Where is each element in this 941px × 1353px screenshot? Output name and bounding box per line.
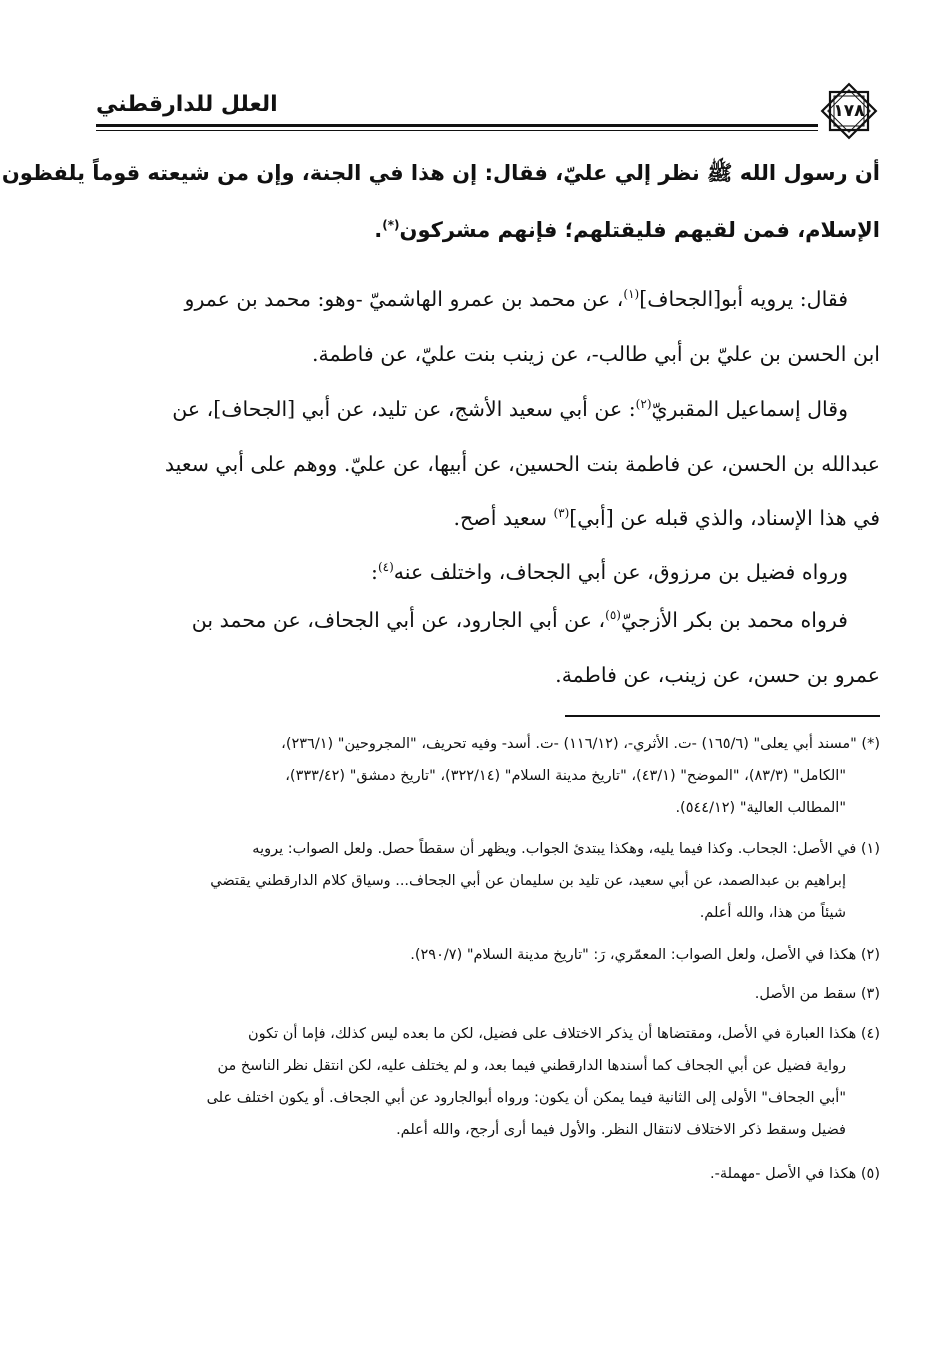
header-rule [96,124,818,127]
text-run: ، عن أبي الجارود، عن أبي الجحاف، عن محمد بن [191,608,606,632]
text-run: ورواه فضيل بن مرزوق، عن أبي الجحاف، واختلف عنه [393,560,848,584]
footnote-1-line-1: (١) في الأصل: الجحاب. وكذا فيما يليه، وهكذا يبتدئ الجواب. ويظهر أن سقطاً حصل. ولعل الصواب: يرويه [252,841,880,857]
page-header [86,78,886,142]
paragraph-1-line-1 [100,287,880,311]
footnote-ref-4: (٤) [377,560,394,575]
footnote-3: (٣) سقط من الأصل. [754,986,880,1002]
footnote-separator [565,715,880,717]
footnote-ref-2: (٢) [635,397,652,412]
lead-line-2: الإسلام، فمن لقيهم فليقتلهم؛ فإنهم مشركون(*). [374,218,880,242]
footnote-ref-3: (٣) [553,506,570,521]
footnote-star-line-2: "الكامل" (٨٣/٣)، "الموضح" (٤٣/١)، "تاريخ مدينة السلام" (٣٢٢/١٤)، "تاريخ دمشق" (٣٣٣/٤٢)، [285,768,846,784]
footnote-5: (٥) هكذا في الأصل -مهملة-. [710,1166,880,1182]
paragraph-4-line-1 [100,608,880,632]
text-run: : [371,560,378,584]
running-title: العلل للدارقطني [96,92,278,117]
footnote-1-line-2: إبراهيم بن عبدالصمد، عن أبي سعيد، عن تليد بن سليمان عن أبي الجحاف... وسياق كلام الدارقطني يقتضي [210,873,846,889]
paragraph-2-line-3 [100,506,880,530]
footnote-ref-5: (٥) [605,608,621,623]
footnote-4-line-2: رواية فضيل عن أبي الجحاف كما أسندها الدارقطني فيما بعد، و لم يختلف عليه، لكن انتقل نظر الناسخ من [217,1058,846,1074]
lead-line-2-text: الإسلام، فمن لقيهم فليقتلهم؛ فإنهم مشركون [399,218,880,242]
footnote-ref-star: (*) [382,218,400,232]
paragraph-3-line-1 [100,560,880,584]
paragraph-2-line-2: عبدالله بن الحسن، عن فاطمة بنت الحسين، عن أبيها، عن عليّ. ووهم على أبي سعيد [164,452,880,476]
text-run: فرواه محمد بن بكر الأزجيّ [620,608,848,632]
page-number: ١٧٨ [833,101,865,121]
paragraph-1-line-2: ابن الحسن بن عليّ بن أبي طالب-، عن زينب بنت عليّ، عن فاطمة. [311,342,880,366]
text-run: ، عن محمد بن عمرو الهاشميّ -وهو: محمد بن عمرو [184,287,624,311]
text-run: وقال إسماعيل المقبريّ [651,397,848,421]
footnote-1-line-3: شيئاً من هذا، والله أعلم. [699,905,846,921]
footnote-4-line-4: فضيل وسقط ذكر الاختلاف لانتقال النظر. والأول فيما أرى أرجح، والله أعلم. [396,1122,846,1138]
lead-line-1: أن رسول الله ﷺ نظر إلي عليّ، فقال: إن هذا في الجنة، وإن من شيعته قوماً يلفظون [1,161,880,185]
footnote-star-line-1: (*) "مسند أبي يعلى" (١٦٥/٦) -ت. الأثري-، (١١٦/١٢) -ت. أسد- وفيه تحريف، "المجروحين" (٢٣٦/١)، [281,736,880,752]
text-run: سعيد أصح. [453,506,554,530]
text-run: فقال: يرويه أبو[الجحاف] [639,287,848,311]
header-rule-thin [96,130,818,131]
footnote-ref-1: (١) [623,287,640,302]
paragraph-2-line-1 [100,397,880,421]
footnote-2: (٢) هكذا في الأصل، ولعل الصواب: المعمّري، رَ: "تاريخ مدينة السلام" (٢٩٠/٧). [410,947,880,963]
footnote-4-line-3: "أبي الجحاف" الأولى إلى الثانية فيما يمكن أن يكون: ورواه أبوالجارود عن أبي الجحاف. أو يكون اختلف على [206,1090,846,1106]
text-run: في هذا الإسناد، والذي قبله عن [أبي] [569,506,880,530]
text-run: : عن أبي سعيد الأشج، عن تليد، عن أبي [الجحاف]، عن [172,397,636,421]
footnote-4-line-1: (٤) هكذا العبارة في الأصل، ومقتضاها أن يذكر الاختلاف على فضيل، لكن ما بعده ليس كذلك، فإما أن تكون [247,1026,880,1042]
footnote-star-line-3: "المطالب العالية" (٥٤٤/١٢). [675,800,846,816]
page-number-badge [818,80,880,142]
paragraph-4-line-2: عمرو بن حسن، عن زينب، عن فاطمة. [555,663,880,687]
